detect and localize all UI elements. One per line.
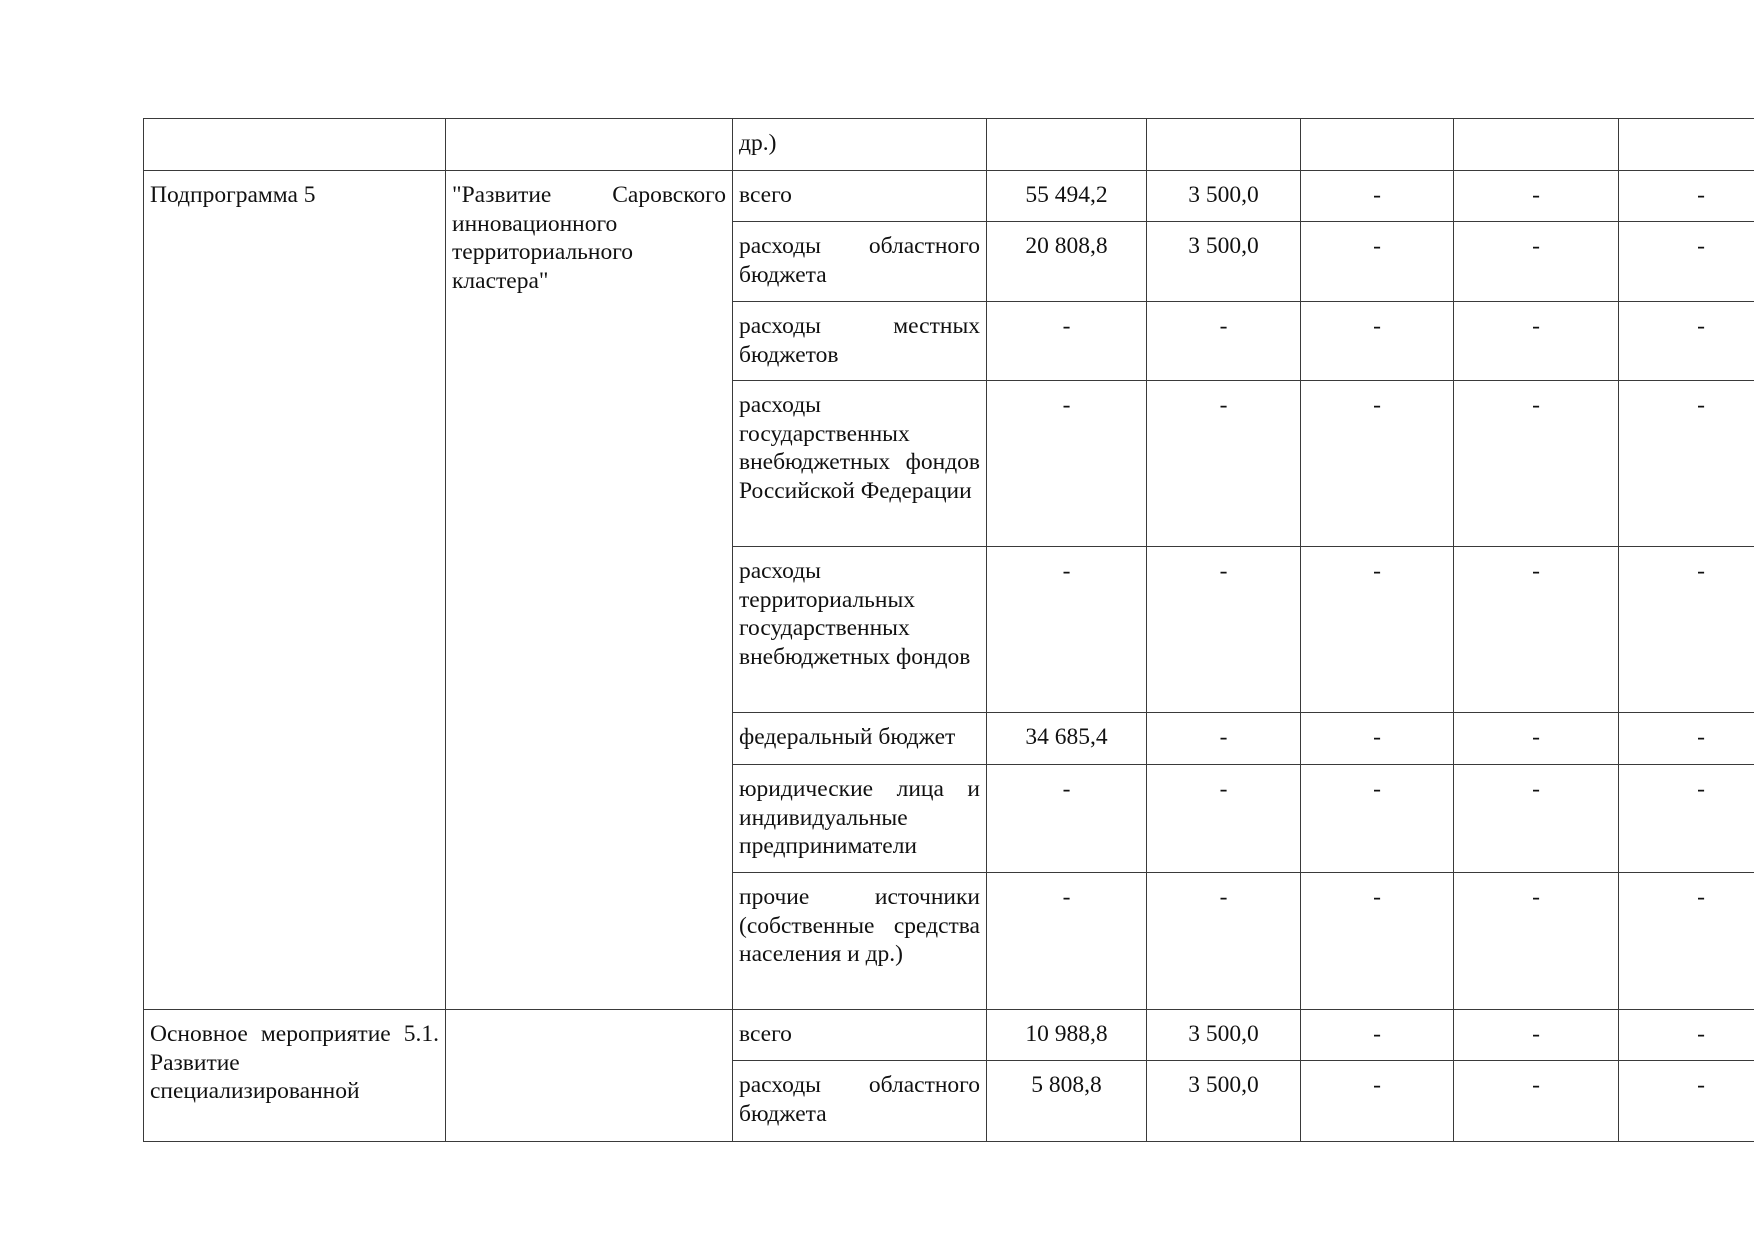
cell-value: - — [1619, 873, 1754, 1010]
cell-value: - — [1619, 1010, 1754, 1061]
cell-value: 3 500,0 — [1147, 222, 1301, 302]
cell-value: - — [1147, 713, 1301, 765]
cell-value: - — [1301, 171, 1454, 222]
cell-value: - — [1301, 222, 1454, 302]
cell-value — [1301, 119, 1454, 171]
cell-source: юридические лица и индивидуальные предприниматели — [733, 765, 987, 873]
subprogram-label: Подпрограмма 5 — [144, 171, 446, 1010]
cell-value: - — [1454, 1061, 1619, 1142]
cell-value: 34 685,4 — [987, 713, 1147, 765]
cell-source: федеральный бюджет — [733, 713, 987, 765]
cell-source: расходы государственных внебюджетных фондов Российской Федерации — [733, 381, 987, 547]
cell-value: - — [1147, 547, 1301, 713]
cell-value: - — [1619, 765, 1754, 873]
cell-source: всего — [733, 1010, 987, 1061]
cell-value: 3 500,0 — [1147, 1010, 1301, 1061]
cell-value: - — [1301, 765, 1454, 873]
cell-value: 5 808,8 — [987, 1061, 1147, 1142]
cell-value: - — [1454, 302, 1619, 381]
cell-source: расходы территориальных государственных внебюджетных фондов — [733, 547, 987, 713]
cell-value: - — [1454, 222, 1619, 302]
subprogram-name: "Развитие Саровского инновационного территориального кластера" — [446, 171, 733, 1010]
cell-value: 10 988,8 — [987, 1010, 1147, 1061]
cell-value: - — [1619, 547, 1754, 713]
cell-value — [1619, 119, 1754, 171]
budget-table — [143, 118, 1754, 1142]
cell-value: - — [987, 547, 1147, 713]
cell-value: - — [1454, 547, 1619, 713]
cell-value: - — [1454, 765, 1619, 873]
cell-value: - — [1301, 1010, 1454, 1061]
cell-value: - — [1454, 873, 1619, 1010]
cell-source: др.) — [733, 119, 987, 171]
cell-value — [987, 119, 1147, 171]
cell-value: - — [1619, 1061, 1754, 1142]
cell-value: - — [1454, 171, 1619, 222]
cell-value: - — [1147, 381, 1301, 547]
cell-name — [446, 119, 733, 171]
main-activity-name — [446, 1010, 733, 1142]
cell-value: - — [1301, 713, 1454, 765]
cell-value: - — [1619, 381, 1754, 547]
cell-source: расходы областного бюджета — [733, 1061, 987, 1142]
cell-value: - — [1301, 1061, 1454, 1142]
cell-value: - — [1301, 302, 1454, 381]
cell-value — [1147, 119, 1301, 171]
cell-source: всего — [733, 171, 987, 222]
cell-value — [1454, 119, 1619, 171]
cell-source: прочие источники (собственные средства населения и др.) — [733, 873, 987, 1010]
table-row-continuation — [144, 119, 1754, 171]
cell-value: - — [1147, 302, 1301, 381]
cell-value: 55 494,2 — [987, 171, 1147, 222]
cell-label — [144, 119, 446, 171]
cell-value: - — [987, 302, 1147, 381]
table-row — [144, 1010, 1754, 1061]
cell-value: 20 808,8 — [987, 222, 1147, 302]
cell-value: - — [1619, 222, 1754, 302]
table-row — [144, 171, 1754, 222]
cell-value: - — [1619, 302, 1754, 381]
cell-value: - — [1454, 1010, 1619, 1061]
cell-value: - — [1301, 547, 1454, 713]
cell-value: - — [987, 381, 1147, 547]
cell-value: - — [1147, 765, 1301, 873]
cell-value: - — [1454, 381, 1619, 547]
cell-value: - — [1619, 171, 1754, 222]
cell-source: расходы местных бюджетов — [733, 302, 987, 381]
cell-value: 3 500,0 — [1147, 1061, 1301, 1142]
main-activity-label: Основное мероприятие 5.1. Развитие специализированной — [144, 1010, 446, 1142]
cell-value: - — [1301, 381, 1454, 547]
cell-value: - — [1454, 713, 1619, 765]
cell-value: 3 500,0 — [1147, 171, 1301, 222]
cell-value: - — [987, 873, 1147, 1010]
cell-value: - — [987, 765, 1147, 873]
cell-value: - — [1301, 873, 1454, 1010]
cell-source: расходы областного бюджета — [733, 222, 987, 302]
cell-value: - — [1619, 713, 1754, 765]
cell-value: - — [1147, 873, 1301, 1010]
